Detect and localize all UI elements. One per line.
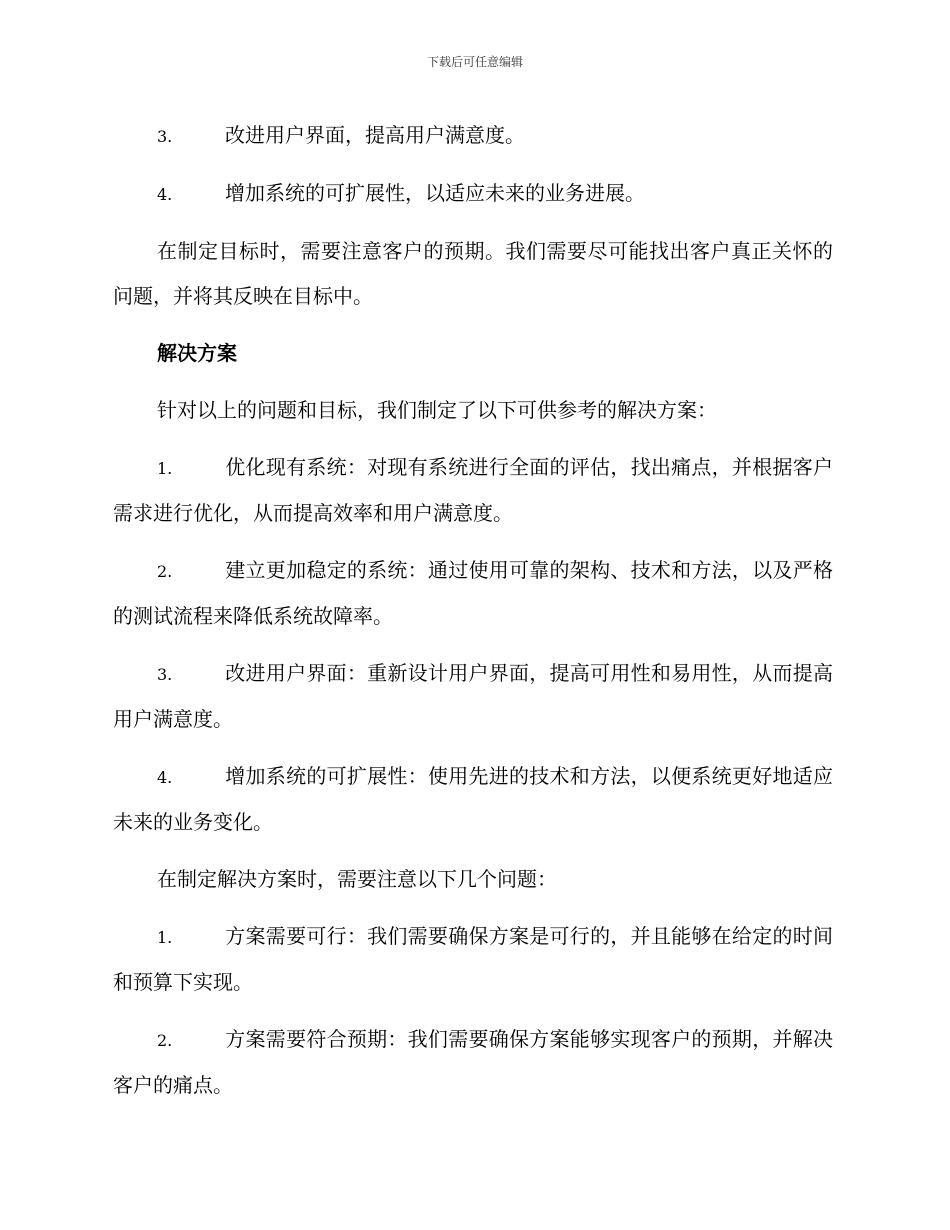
list-number: 4. <box>157 768 173 787</box>
list-text: 增加系统的可扩展性：使用先进的技术和方法，以便系统更好地适应未来的业务变化。 <box>113 764 833 834</box>
list-text: 方案需要符合预期：我们需要确保方案能够实现客户的预期，并解决客户的痛点。 <box>113 1027 833 1097</box>
paragraph: 针对以上的问题和目标，我们制定了以下可供参考的解决方案： <box>157 398 717 422</box>
list-number: 2. <box>157 1031 173 1050</box>
list-text: 方案需要可行：我们需要确保方案是可行的，并且能够在给定的时间和预算下实现。 <box>113 924 833 994</box>
list-item <box>113 914 833 1005</box>
paragraph: 在制定解决方案时，需要注意以下几个问题： <box>157 867 557 891</box>
list-number: 1. <box>157 928 173 947</box>
list-number: 3. <box>157 665 173 684</box>
list-item <box>113 548 833 639</box>
list-item <box>113 651 833 742</box>
list-number: 4. <box>157 185 173 204</box>
list-item <box>113 1017 833 1108</box>
list-item <box>113 445 833 536</box>
list-number: 3. <box>157 127 173 146</box>
list-number: 2. <box>157 562 173 581</box>
list-item <box>113 754 833 845</box>
paragraph: 在制定目标时，需要注意客户的预期。我们需要尽可能找出客户真正关怀的问题，并将其反映在目标中。 <box>113 239 833 308</box>
document-body <box>113 113 833 1120</box>
page-header: 下载后可任意编辑 <box>426 55 523 69</box>
list-text: 改进用户界面：重新设计用户界面，提高可用性和易用性，从而提高用户满意度。 <box>113 661 833 731</box>
list-item <box>113 113 833 159</box>
section-heading: 解决方案 <box>157 341 237 365</box>
list-number: 1. <box>157 459 173 478</box>
list-item <box>113 171 833 217</box>
list-text: 增加系统的可扩展性，以适应未来的业务进展。 <box>225 181 645 205</box>
list-text: 优化现有系统：对现有系统进行全面的评估，找出痛点，并根据客户需求进行优化，从而提高效率和用户满意度。 <box>113 455 833 525</box>
list-text: 改进用户界面，提高用户满意度。 <box>225 123 525 147</box>
list-text: 建立更加稳定的系统：通过使用可靠的架构、技术和方法，以及严格的测试流程来降低系统故障率。 <box>113 558 833 628</box>
